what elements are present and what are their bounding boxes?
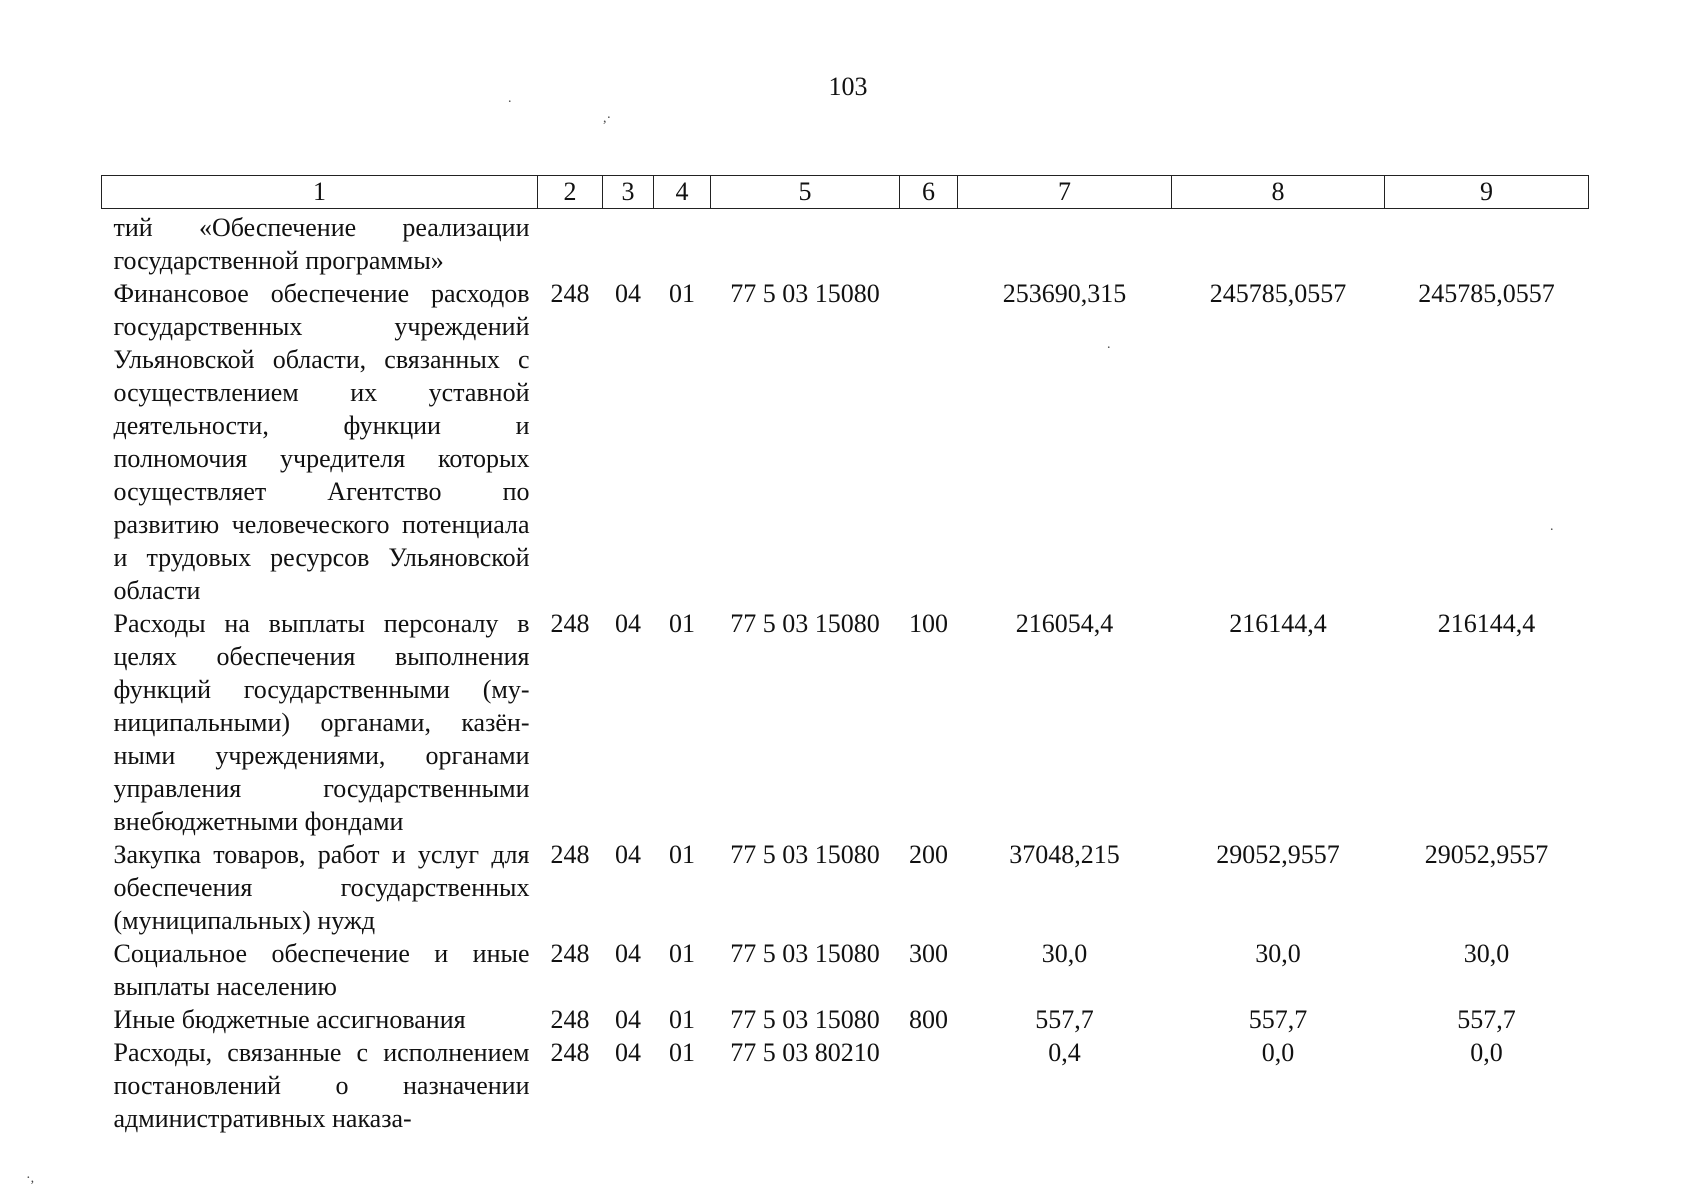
- cell-year2: [1172, 209, 1385, 278]
- table-row: [102, 1003, 1589, 1036]
- cell-rz: 04: [615, 279, 641, 308]
- cell-gr: 248: [550, 1038, 590, 1067]
- row-name: тий «Обеспечение реализации государственной программы»: [113, 213, 530, 275]
- column-header: 7: [958, 176, 1172, 209]
- cell-year3: 216144,4: [1437, 609, 1536, 638]
- cell-gr: 248: [550, 1005, 590, 1034]
- cell-csr: 77 5 03 15080: [730, 609, 880, 638]
- table-header: [102, 176, 1589, 209]
- cell-year2: 0,0: [1261, 1038, 1295, 1067]
- cell-pr: [654, 209, 711, 278]
- page-number: 103: [828, 72, 868, 101]
- cell-csr: 77 5 03 15080: [730, 1005, 880, 1034]
- cell-year2: 216144,4: [1229, 609, 1327, 638]
- cell-rz: 04: [615, 939, 641, 968]
- table-row: [102, 209, 1589, 278]
- column-header: 9: [1385, 176, 1589, 209]
- column-header: 3: [603, 176, 654, 209]
- row-name: Социальное обеспечение и иные выплаты населению: [113, 939, 530, 1001]
- cell-pr: 01: [669, 1005, 695, 1034]
- column-header: 4: [654, 176, 711, 209]
- cell-year1: 37048,215: [1009, 840, 1120, 869]
- row-name: Финансовое обеспечение расходов государственных учреждений Ульяновской области, связанных с осуществлением их уставной деятельности, функции и полномочия учредителя которых осуществляет Агентство по развитию человеческого потенциала и трудовых ресурсов Ульяновской области: [113, 279, 530, 605]
- cell-year2: 29052,9557: [1216, 840, 1340, 869]
- cell-year2: 245785,0557: [1209, 279, 1347, 308]
- cell-year1: 557,7: [1035, 1005, 1094, 1034]
- cell-gr: 248: [550, 279, 590, 308]
- table-row: [102, 607, 1589, 838]
- cell-year2: 30,0: [1255, 939, 1301, 968]
- table-row: [102, 1036, 1589, 1135]
- cell-year3: 245785,0557: [1418, 279, 1555, 308]
- cell-vr: [900, 209, 958, 278]
- column-header: 6: [900, 176, 958, 209]
- cell-pr: 01: [669, 1038, 695, 1067]
- budget-table: [101, 175, 1589, 1135]
- scan-speck: ,·: [603, 111, 612, 126]
- column-header: 2: [538, 176, 603, 209]
- table-row: [102, 277, 1589, 607]
- cell-year3: 29052,9557: [1424, 840, 1549, 869]
- cell-gr: [538, 209, 603, 278]
- cell-vr: [900, 1036, 958, 1135]
- cell-pr: 01: [669, 609, 695, 638]
- cell-vr: 200: [909, 840, 948, 869]
- cell-year1: 0,4: [1048, 1038, 1081, 1067]
- row-name: Расходы на выплаты персоналу в целях обеспечения выполнения функций государственными (муниципальными) органами, казёнными учреждениями, органами управления государственными внебюджетными фондами: [113, 609, 530, 836]
- cell-year1: 253690,315: [1002, 279, 1127, 308]
- cell-rz: [603, 209, 654, 278]
- cell-csr: 77 5 03 15080: [730, 279, 880, 308]
- cell-vr: [900, 277, 958, 607]
- table-row: [102, 937, 1589, 1003]
- row-name: Иные бюджетные ассигнования: [113, 1005, 466, 1034]
- cell-csr: [711, 209, 900, 278]
- cell-year1: 30,0: [1041, 939, 1088, 968]
- column-header: 1: [102, 176, 538, 209]
- scan-speck: .: [1550, 519, 1554, 534]
- cell-year2: 557,7: [1248, 1005, 1308, 1034]
- cell-vr: 800: [909, 1005, 948, 1034]
- cell-rz: 04: [615, 1038, 641, 1067]
- table-body: [102, 209, 1589, 1136]
- cell-csr: 77 5 03 15080: [730, 840, 880, 869]
- row-name: Закупка товаров, работ и услуг для обеспечения государственных (муниципальных) нужд: [113, 840, 530, 935]
- cell-year1: 216054,4: [1015, 609, 1114, 638]
- scan-speck: ·,: [26, 1171, 35, 1186]
- cell-rz: 04: [615, 1005, 641, 1034]
- cell-csr: 77 5 03 80210: [730, 1038, 880, 1067]
- table-row: [102, 838, 1589, 937]
- cell-pr: 01: [669, 840, 695, 869]
- cell-csr: 77 5 03 15080: [730, 939, 880, 968]
- cell-year3: 0,0: [1470, 1038, 1503, 1067]
- cell-vr: 100: [909, 609, 948, 638]
- scan-speck: .: [1107, 337, 1111, 352]
- column-header: 5: [711, 176, 900, 209]
- cell-rz: 04: [615, 840, 641, 869]
- scan-speck: .: [508, 91, 512, 106]
- cell-gr: 248: [550, 609, 590, 638]
- column-header: 8: [1172, 176, 1385, 209]
- cell-pr: 01: [669, 939, 695, 968]
- row-name: Расходы, связанные с исполнением постановлений о назначении административных наказа-: [113, 1038, 530, 1133]
- cell-gr: 248: [550, 939, 590, 968]
- cell-year3: 557,7: [1457, 1005, 1516, 1034]
- cell-rz: 04: [615, 609, 641, 638]
- cell-vr: 300: [909, 939, 948, 968]
- cell-year1: [958, 209, 1172, 278]
- cell-gr: 248: [550, 840, 590, 869]
- cell-year3: 30,0: [1463, 939, 1510, 968]
- cell-year3: [1385, 209, 1589, 278]
- cell-pr: 01: [669, 279, 695, 308]
